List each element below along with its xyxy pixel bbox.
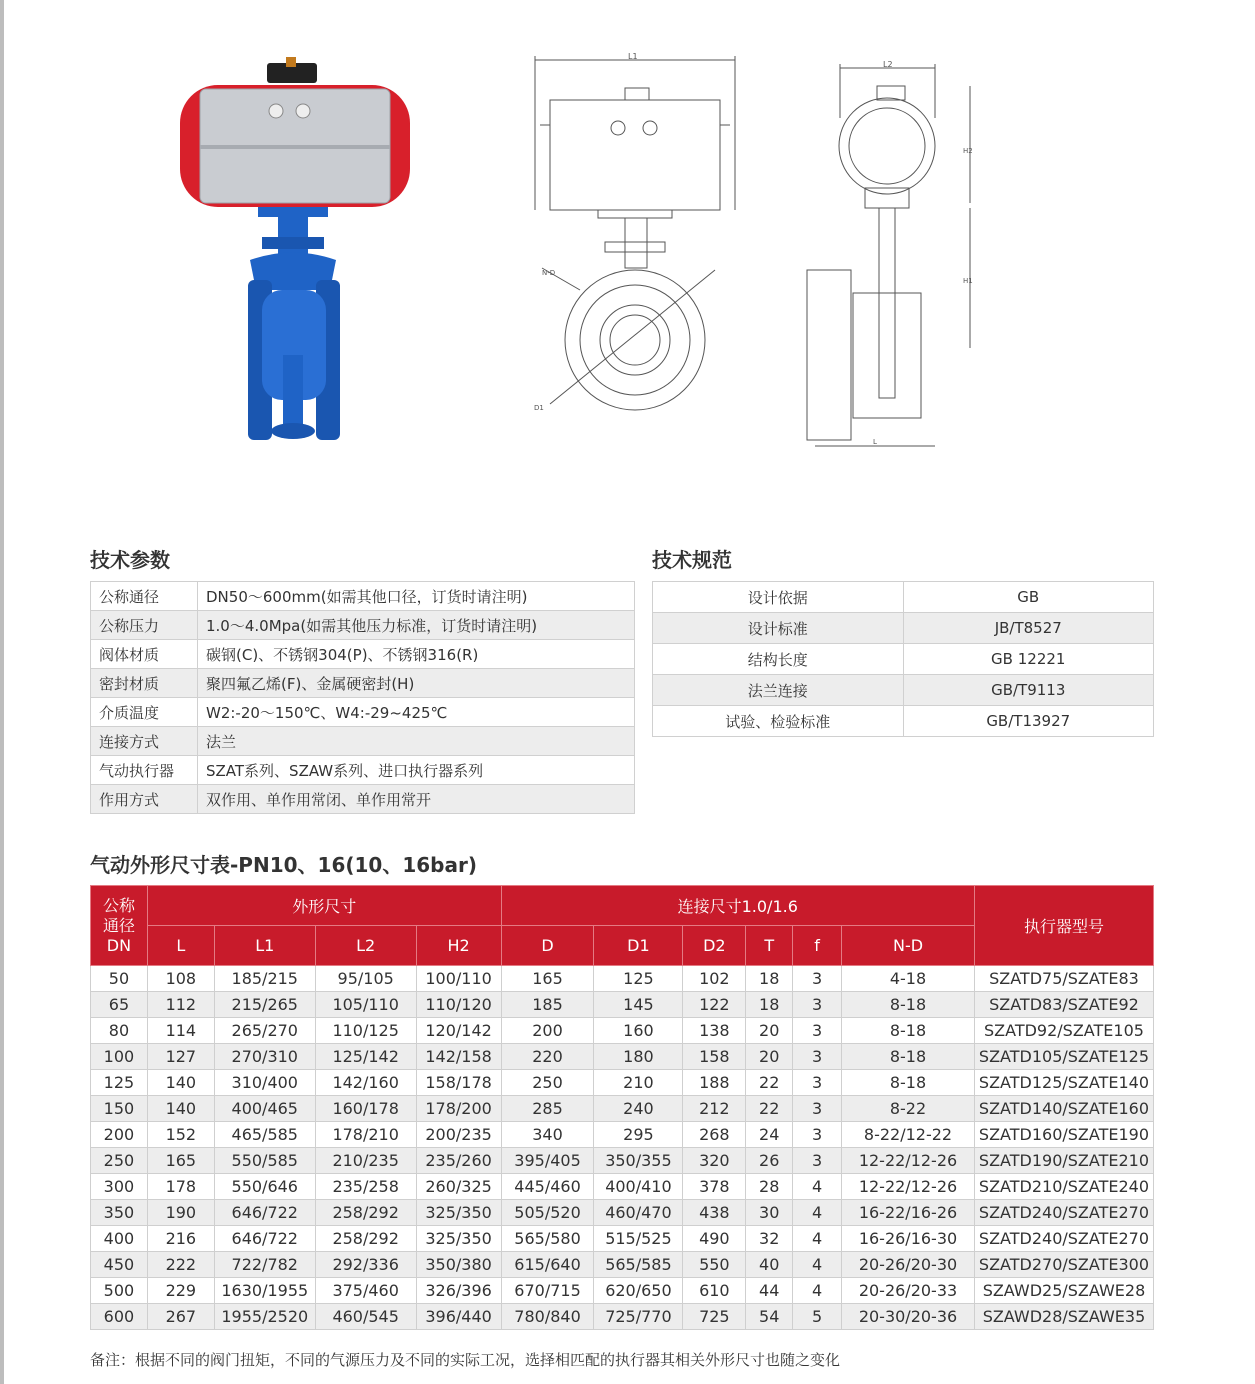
table-row xyxy=(91,1278,1154,1304)
col-header-l1: L1 xyxy=(214,926,315,966)
table-cell: 490 xyxy=(683,1226,746,1252)
table-cell: SZATD270/SZATE300 xyxy=(974,1252,1153,1278)
table-cell: 5 xyxy=(793,1304,842,1330)
table-cell: 210 xyxy=(594,1070,683,1096)
table-cell: 515/525 xyxy=(594,1226,683,1252)
table-cell: SZAWD28/SZAWE35 xyxy=(974,1304,1153,1330)
table-cell: 180 xyxy=(594,1044,683,1070)
table-cell: 285 xyxy=(501,1096,594,1122)
col-header-dn: 公称 通径 DN xyxy=(91,886,148,966)
table-cell: 200/235 xyxy=(416,1122,501,1148)
table-cell: 610 xyxy=(683,1278,746,1304)
table-cell: 325/350 xyxy=(416,1200,501,1226)
table-cell: SZATD92/SZATE105 xyxy=(974,1018,1153,1044)
table-cell: 145 xyxy=(594,992,683,1018)
table-cell: 44 xyxy=(746,1278,793,1304)
table-cell: 235/260 xyxy=(416,1148,501,1174)
table-row xyxy=(91,1122,1154,1148)
table-row xyxy=(91,1200,1154,1226)
table-cell: 178/210 xyxy=(315,1122,416,1148)
table-cell: 267 xyxy=(147,1304,214,1330)
table-cell: 350 xyxy=(91,1200,148,1226)
table-cell: 1955/2520 xyxy=(214,1304,315,1330)
table-cell: SZATD125/SZATE140 xyxy=(974,1070,1153,1096)
table-cell: SZATD75/SZATE83 xyxy=(974,966,1153,992)
table-cell: 235/258 xyxy=(315,1174,416,1200)
table-cell: 600 xyxy=(91,1304,148,1330)
table-row xyxy=(91,966,1154,992)
drawing-label-h1: H1 xyxy=(963,277,973,285)
table-cell: 565/580 xyxy=(501,1226,594,1252)
table-cell: 32 xyxy=(746,1226,793,1252)
table-cell: 240 xyxy=(594,1096,683,1122)
table-row: 结构长度 GB 12221 xyxy=(653,644,1154,675)
table-cell: 258/292 xyxy=(315,1200,416,1226)
table-row xyxy=(91,1018,1154,1044)
table-cell: 8-18 xyxy=(842,1070,975,1096)
drawing-label-l2: L2 xyxy=(883,60,893,69)
table-cell: 140 xyxy=(147,1070,214,1096)
table-cell: 160/178 xyxy=(315,1096,416,1122)
specs-heading: 技术规范 xyxy=(652,548,732,572)
table-cell: 100/110 xyxy=(416,966,501,992)
table-cell: 295 xyxy=(594,1122,683,1148)
table-cell: 140 xyxy=(147,1096,214,1122)
table-row xyxy=(91,992,1154,1018)
drawing-label-h2: H2 xyxy=(963,147,973,155)
col-header-d2: D2 xyxy=(683,926,746,966)
table-cell: SZATD190/SZATE210 xyxy=(974,1148,1153,1174)
table-cell: 150 xyxy=(91,1096,148,1122)
table-cell: 20 xyxy=(746,1044,793,1070)
table-row xyxy=(91,1044,1154,1070)
table-cell: 30 xyxy=(746,1200,793,1226)
table-cell: 178/200 xyxy=(416,1096,501,1122)
table-row: 阀体材质 碳钢(C)、不锈钢304(P)、不锈钢316(R) xyxy=(91,640,635,669)
table-cell: 165 xyxy=(147,1148,214,1174)
table-cell: 80 xyxy=(91,1018,148,1044)
drawing-label-nd: N-D xyxy=(542,269,556,277)
table-cell: 3 xyxy=(793,1044,842,1070)
col-header-nd: N-D xyxy=(842,926,975,966)
col-header-f: f xyxy=(793,926,842,966)
table-cell: 12-22/12-26 xyxy=(842,1148,975,1174)
table-cell: 268 xyxy=(683,1122,746,1148)
table-cell: 95/105 xyxy=(315,966,416,992)
table-cell: 24 xyxy=(746,1122,793,1148)
table-row: 设计标准 JB/T8527 xyxy=(653,613,1154,644)
table-row: 连接方式 法兰 xyxy=(91,727,635,756)
table-cell: 325/350 xyxy=(416,1226,501,1252)
table-cell: 300 xyxy=(91,1174,148,1200)
table-cell: 200 xyxy=(501,1018,594,1044)
table-cell: 190 xyxy=(147,1200,214,1226)
table-cell: 505/520 xyxy=(501,1200,594,1226)
table-cell: 565/585 xyxy=(594,1252,683,1278)
table-cell: SZATD240/SZATE270 xyxy=(974,1200,1153,1226)
drawing-label-l1: L1 xyxy=(628,52,638,61)
side-view-drawing xyxy=(795,58,980,453)
table-cell: 400 xyxy=(91,1226,148,1252)
table-cell: 125 xyxy=(594,966,683,992)
table-cell: 100 xyxy=(91,1044,148,1070)
table-cell: 178 xyxy=(147,1174,214,1200)
table-row: 试验、检验标准 GB/T13927 xyxy=(653,706,1154,737)
table-cell: 646/722 xyxy=(214,1200,315,1226)
table-cell: 265/270 xyxy=(214,1018,315,1044)
table-cell: 185/215 xyxy=(214,966,315,992)
table-cell: SZATD240/SZATE270 xyxy=(974,1226,1153,1252)
table-cell: 20-26/20-33 xyxy=(842,1278,975,1304)
table-cell: 4 xyxy=(793,1200,842,1226)
col-header-l2: L2 xyxy=(315,926,416,966)
table-row xyxy=(91,1304,1154,1330)
table-cell: 4 xyxy=(793,1174,842,1200)
table-cell: 215/265 xyxy=(214,992,315,1018)
table-cell: 250 xyxy=(91,1148,148,1174)
table-cell: 350/355 xyxy=(594,1148,683,1174)
table-cell: 646/722 xyxy=(214,1226,315,1252)
table-cell: 212 xyxy=(683,1096,746,1122)
table-cell: 620/650 xyxy=(594,1278,683,1304)
table-cell: 780/840 xyxy=(501,1304,594,1330)
table-cell: 158/178 xyxy=(416,1070,501,1096)
table-cell: 160 xyxy=(594,1018,683,1044)
table-cell: 125 xyxy=(91,1070,148,1096)
table-cell: 460/470 xyxy=(594,1200,683,1226)
table-cell: 20 xyxy=(746,1018,793,1044)
table-cell: 3 xyxy=(793,1096,842,1122)
table-cell: 550/646 xyxy=(214,1174,315,1200)
table-cell: 20-26/20-30 xyxy=(842,1252,975,1278)
col-header-outline: 外形尺寸 xyxy=(147,886,501,926)
table-cell: 615/640 xyxy=(501,1252,594,1278)
table-cell: 120/142 xyxy=(416,1018,501,1044)
drawing-label-l: L xyxy=(873,438,877,446)
table-cell: 400/465 xyxy=(214,1096,315,1122)
col-header-actuator: 执行器型号 xyxy=(974,886,1153,966)
table-cell: 138 xyxy=(683,1018,746,1044)
table-cell: 122 xyxy=(683,992,746,1018)
table-cell: 670/715 xyxy=(501,1278,594,1304)
table-cell: 3 xyxy=(793,1148,842,1174)
table-cell: 222 xyxy=(147,1252,214,1278)
table-cell: 260/325 xyxy=(416,1174,501,1200)
table-row: 公称压力 1.0～4.0Mpa(如需其他压力标准，订货时请注明) xyxy=(91,611,635,640)
table-cell: 725/770 xyxy=(594,1304,683,1330)
table-cell: 158 xyxy=(683,1044,746,1070)
table-cell: 127 xyxy=(147,1044,214,1070)
col-header-h2: H2 xyxy=(416,926,501,966)
table-cell: 4-18 xyxy=(842,966,975,992)
table-cell: 185 xyxy=(501,992,594,1018)
table-cell: 65 xyxy=(91,992,148,1018)
table-cell: 105/110 xyxy=(315,992,416,1018)
table-row xyxy=(91,1174,1154,1200)
table-row: 密封材质 聚四氟乙烯(F)、金属硬密封(H) xyxy=(91,669,635,698)
table-row: 法兰连接 GB/T9113 xyxy=(653,675,1154,706)
table-cell: SZATD210/SZATE240 xyxy=(974,1174,1153,1200)
table-cell: 216 xyxy=(147,1226,214,1252)
table-cell: 3 xyxy=(793,992,842,1018)
table-cell: 722/782 xyxy=(214,1252,315,1278)
table-cell: 40 xyxy=(746,1252,793,1278)
table-row xyxy=(91,1070,1154,1096)
table-cell: 188 xyxy=(683,1070,746,1096)
table-row: 气动执行器 SZAT系列、SZAW系列、进口执行器系列 xyxy=(91,756,635,785)
table-cell: 16-22/16-26 xyxy=(842,1200,975,1226)
table-row xyxy=(91,1096,1154,1122)
table-cell: 112 xyxy=(147,992,214,1018)
table-cell: 18 xyxy=(746,966,793,992)
table-cell: 400/410 xyxy=(594,1174,683,1200)
table-cell: 229 xyxy=(147,1278,214,1304)
dimensions-table xyxy=(90,885,1154,1330)
table-cell: 18 xyxy=(746,992,793,1018)
table-cell: 102 xyxy=(683,966,746,992)
table-cell: 550 xyxy=(683,1252,746,1278)
table-cell: 250 xyxy=(501,1070,594,1096)
table-cell: 26 xyxy=(746,1148,793,1174)
table-cell: 326/396 xyxy=(416,1278,501,1304)
dims-heading: 气动外形尺寸表-PN10、16(10、16bar) xyxy=(90,853,477,877)
footnote: 备注：根据不同的阀门扭矩，不同的气源压力及不同的实际工况，选择相匹配的执行器其相关外形尺寸也随之变化 xyxy=(90,1351,841,1369)
table-row: 介质温度 W2:-20～150℃、W4:-29~425℃ xyxy=(91,698,635,727)
table-cell: 3 xyxy=(793,1018,842,1044)
params-table xyxy=(90,581,635,814)
table-cell: SZATD140/SZATE160 xyxy=(974,1096,1153,1122)
table-cell: 258/292 xyxy=(315,1226,416,1252)
col-header-t: T xyxy=(746,926,793,966)
table-row xyxy=(91,1252,1154,1278)
table-cell: 3 xyxy=(793,1070,842,1096)
table-cell: 450 xyxy=(91,1252,148,1278)
table-cell: 28 xyxy=(746,1174,793,1200)
table-cell: 460/545 xyxy=(315,1304,416,1330)
col-header-connection: 连接尺寸1.0/1.6 xyxy=(501,886,974,926)
table-cell: 3 xyxy=(793,1122,842,1148)
table-cell: 142/158 xyxy=(416,1044,501,1070)
table-row: 公称通径 DN50～600mm(如需其他口径，订货时请注明) xyxy=(91,582,635,611)
table-cell: 152 xyxy=(147,1122,214,1148)
table-cell: 22 xyxy=(746,1096,793,1122)
table-cell: 108 xyxy=(147,966,214,992)
table-cell: SZAWD25/SZAWE28 xyxy=(974,1278,1153,1304)
table-cell: 4 xyxy=(793,1278,842,1304)
table-cell: 8-22 xyxy=(842,1096,975,1122)
table-cell: 395/405 xyxy=(501,1148,594,1174)
table-cell: 310/400 xyxy=(214,1070,315,1096)
table-row xyxy=(91,1148,1154,1174)
table-cell: 340 xyxy=(501,1122,594,1148)
table-cell: 375/460 xyxy=(315,1278,416,1304)
specs-table xyxy=(652,581,1154,737)
table-row: 作用方式 双作用、单作用常闭、单作用常开 xyxy=(91,785,635,814)
front-view-drawing xyxy=(520,50,750,430)
table-cell: 378 xyxy=(683,1174,746,1200)
table-cell: 1630/1955 xyxy=(214,1278,315,1304)
table-cell: 54 xyxy=(746,1304,793,1330)
table-cell: 396/440 xyxy=(416,1304,501,1330)
table-cell: 445/460 xyxy=(501,1174,594,1200)
col-header-d1: D1 xyxy=(594,926,683,966)
table-cell: 165 xyxy=(501,966,594,992)
table-cell: 8-22/12-22 xyxy=(842,1122,975,1148)
table-cell: 292/336 xyxy=(315,1252,416,1278)
table-cell: 8-18 xyxy=(842,992,975,1018)
table-cell: 110/120 xyxy=(416,992,501,1018)
table-cell: 465/585 xyxy=(214,1122,315,1148)
table-cell: SZATD105/SZATE125 xyxy=(974,1044,1153,1070)
drawing-label-d1: D1 xyxy=(534,404,544,412)
params-heading: 技术参数 xyxy=(90,548,170,572)
table-cell: 12-22/12-26 xyxy=(842,1174,975,1200)
table-cell: SZATD83/SZATE92 xyxy=(974,992,1153,1018)
table-cell: 4 xyxy=(793,1252,842,1278)
valve-product-photo xyxy=(170,55,420,445)
table-cell: 110/125 xyxy=(315,1018,416,1044)
table-cell: 350/380 xyxy=(416,1252,501,1278)
table-cell: 210/235 xyxy=(315,1148,416,1174)
table-row: 设计依据 GB xyxy=(653,582,1154,613)
table-cell: SZATD160/SZATE190 xyxy=(974,1122,1153,1148)
table-cell: 438 xyxy=(683,1200,746,1226)
col-header-l: L xyxy=(147,926,214,966)
table-cell: 200 xyxy=(91,1122,148,1148)
table-cell: 16-26/16-30 xyxy=(842,1226,975,1252)
table-cell: 8-18 xyxy=(842,1018,975,1044)
table-cell: 4 xyxy=(793,1226,842,1252)
table-cell: 500 xyxy=(91,1278,148,1304)
table-cell: 125/142 xyxy=(315,1044,416,1070)
table-cell: 270/310 xyxy=(214,1044,315,1070)
table-cell: 725 xyxy=(683,1304,746,1330)
table-cell: 3 xyxy=(793,966,842,992)
table-cell: 8-18 xyxy=(842,1044,975,1070)
table-cell: 50 xyxy=(91,966,148,992)
table-cell: 142/160 xyxy=(315,1070,416,1096)
table-cell: 114 xyxy=(147,1018,214,1044)
table-row xyxy=(91,1226,1154,1252)
col-header-d: D xyxy=(501,926,594,966)
table-cell: 220 xyxy=(501,1044,594,1070)
table-cell: 550/585 xyxy=(214,1148,315,1174)
table-cell: 20-30/20-36 xyxy=(842,1304,975,1330)
table-cell: 320 xyxy=(683,1148,746,1174)
table-cell: 22 xyxy=(746,1070,793,1096)
page-edge-bar xyxy=(0,0,4,1384)
